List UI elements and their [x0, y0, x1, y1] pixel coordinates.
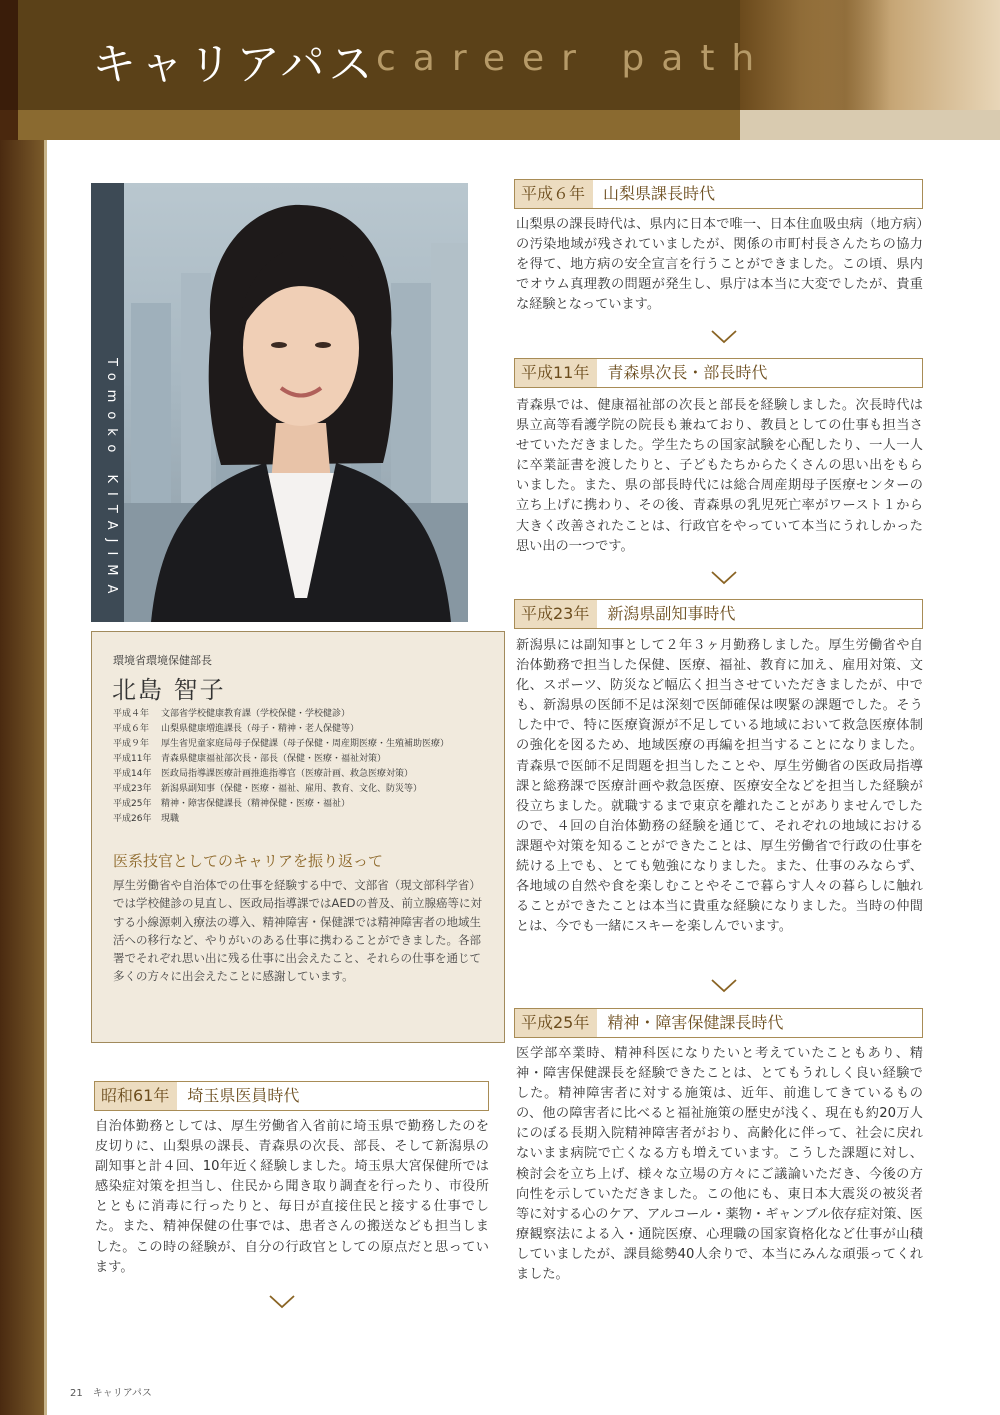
section-header-yamanashi	[514, 179, 923, 209]
history-row: 平成９年 厚生省児童家庭局母子保健課（母子保健・周産期医療・生殖補助医療）	[113, 739, 450, 749]
section-year: 平成25年	[515, 1009, 597, 1037]
vertical-name: Tomoko KITAJIMA	[104, 358, 119, 603]
chevron-down-icon	[269, 1295, 295, 1309]
page-number: 21	[70, 1388, 83, 1399]
footer-label: キャリアパス	[92, 1388, 152, 1399]
portrait-photo	[91, 183, 468, 622]
history-row: 平成11年 青森県健康福祉部次長・部長（保健・医療・福祉対策）	[113, 754, 387, 764]
section-year: 平成23年	[515, 600, 597, 628]
history-row: 平成６年 山梨県健康増進課長（母子・精神・老人保健等）	[113, 724, 360, 734]
section-text-saitama: 自治体勤務としては、厚生労働省入省前に埼玉県で勤務したのを皮切りに、山梨県の課長、青森県の次長、部長、そして新潟県の副知事と計４回、10年近く経験しました。埼玉県大宮保健所では感染症対策を担当し、住民から聞き取り調査を行ったり、市役所とともに消毒に行ったりと、毎日が直接住民と接する仕事でした。また、精神保健の仕事では、患者さんの搬送なども担当しました。この時の経験が、自分の行政官としての原点だと思っています。	[95, 1119, 489, 1275]
profile-organization: 環境省環境保健部長	[113, 654, 212, 667]
career-history-list	[113, 707, 473, 827]
header-dark-stripe	[0, 0, 18, 110]
header-photo-strip	[740, 0, 1000, 110]
section-header-niigata	[514, 599, 923, 629]
section-title: 山梨県課長時代	[603, 184, 716, 203]
chevron-down-icon	[711, 979, 737, 993]
page-title-english: career path	[376, 38, 772, 79]
history-row: 平成25年 精神・障害保健課長（精神保健・医療・福祉）	[113, 799, 351, 809]
section-title: 精神・障害保健課長時代	[607, 1013, 784, 1032]
section-header-aomori	[514, 358, 923, 388]
reflection-heading: 医系技官としてのキャリアを振り返って	[113, 852, 384, 870]
page-header	[0, 0, 1000, 140]
reflection-text: 厚生労働省や自治体での仕事を経験する中で、文部省（現文部科学省）では学校健診の見直し、医政局指導課ではAEDの普及、前立腺癌等に対する小線源刺入療法の導入、精神障害・保健課では精神障害者の地域生活への移行など、やりがいのある仕事に携わることができました。各部署でそれぞれ思い出に残る仕事に出会えたこと、それらの仕事を通じて多くの方々に出会えたことに感謝しています。	[113, 878, 482, 984]
section-text-aomori: 青森県では、健康福祉部の次長と部長を経験しました。次長時代は県立高等看護学院の院長も兼ねており、教員としての仕事も担当させていただきました。学生たちの国家試験を心配したり、一人一人に卒業証書を渡したりと、子どもたちからたくさんの思い出をもらいました。また、県の部長時代には総合周産期母子医療センターの立ち上げに携わり、その後、青森県の乳児死亡率がワースト１から大きく改善されたことは、行政官をやっていて本当にうれしかった思い出の一つです。	[516, 398, 923, 554]
section-title: 埼玉県医員時代	[187, 1086, 300, 1105]
section-header-mental-health	[514, 1008, 923, 1038]
section-year: 平成６年	[515, 180, 593, 208]
history-row: 平成14年 医政局指導課医療計画推進指導官（医療計画、救急医療対策）	[113, 769, 414, 779]
profile-name: 北島 智子	[112, 676, 226, 704]
chevron-down-icon	[711, 571, 737, 585]
section-header-saitama	[94, 1081, 489, 1111]
history-row: 平成26年 現職	[113, 814, 180, 824]
section-title: 青森県次長・部長時代	[607, 363, 768, 382]
page-footer	[70, 1384, 162, 1399]
history-row: 平成23年 新潟県副知事（保健・医療・福祉、雇用、教育、文化、防災等）	[113, 784, 423, 794]
section-text-mental-health: 医学部卒業時、精神科医になりたいと考えていたこともあり、精神・障害保健課長を経験できたことは、とてもうれしく良い経験でした。精神障害者に対する施策は、近年、前進してきているものの、他の障害者に比べると福祉施策の歴史が浅く、現在も約20万人にのぼる長期入院精神障害者がおり、高齢化に伴って、社会に戻れないまま病院で亡くなる方も増えています。こうした課題に対し、検討会を立ち上げ、様々な立場の方々にご議論いただき、今後の方向性を示していただきました。この他にも、東日本大震災の被災者等に対する心のケア、アルコール・薬物・ギャンブル依存症対策、医療観察法による入・通院医療、心理職の国家資格化など仕事が山積していましたが、課員総勢40人余りで、本当にみんな頑張ってくれました。	[516, 1046, 923, 1283]
section-title: 新潟県副知事時代	[607, 604, 736, 623]
left-gutter	[0, 140, 47, 1415]
section-year: 昭和61年	[95, 1082, 177, 1110]
chevron-down-icon	[711, 330, 737, 344]
portrait-illustration	[91, 183, 468, 622]
page-title: キャリアパス	[92, 39, 377, 90]
section-text-niigata: 新潟県には副知事として２年３ヶ月勤務しました。厚生労働省や自治体勤務で担当した保健、医療、福祉、教育に加え、雇用対策、文化、スポーツ、防災など幅広く担当させていただきましたが、中でも、新潟県の医師不足は深刻で医師確保は喫緊の課題でした。そうした中で、特に医療資源が不足している地域において救急医療体制の強化を図るため、地域医療の再編を担当することになりました。青森県で医師不足問題を担当したことや、厚生労働省の医政局指導課と総務課で医療計画や救急医療、医療安全などを担当した経験が役立ちました。就職するまで東京を離れたことがありませんでしたので、４回の自治体勤務の経験を通じて、それぞれの地域における課題や対策を知ることができたことは、厚生労働省で行政の仕事を続ける上でも、とても勉強になりました。また、仕事のみならず、各地域の自然や食を楽しむことやそこで暮らす人々の暮らしに触れることができたことは本当に貴重な経験になりました。当時の仲間とは、今でも一緒にスキーを楽しんでいます。	[516, 638, 923, 935]
history-row: 平成４年 文部省学校健康教育課（学校保健・学校健診）	[113, 709, 351, 719]
header-underbar	[0, 110, 1000, 140]
section-text-yamanashi: 山梨県の課長時代は、県内に日本で唯一、日本住血吸虫病（地方病）の汚染地域が残されていましたが、関係の市町村長さんたちの協力を得て、地方病の安全宣言を行うことができました。この頃、県内でオウム真理教の問題が発生し、県庁は本当に大変でしたが、貴重な経験となっています。	[516, 217, 923, 313]
section-year: 平成11年	[515, 359, 597, 387]
profile-box	[91, 631, 505, 1043]
